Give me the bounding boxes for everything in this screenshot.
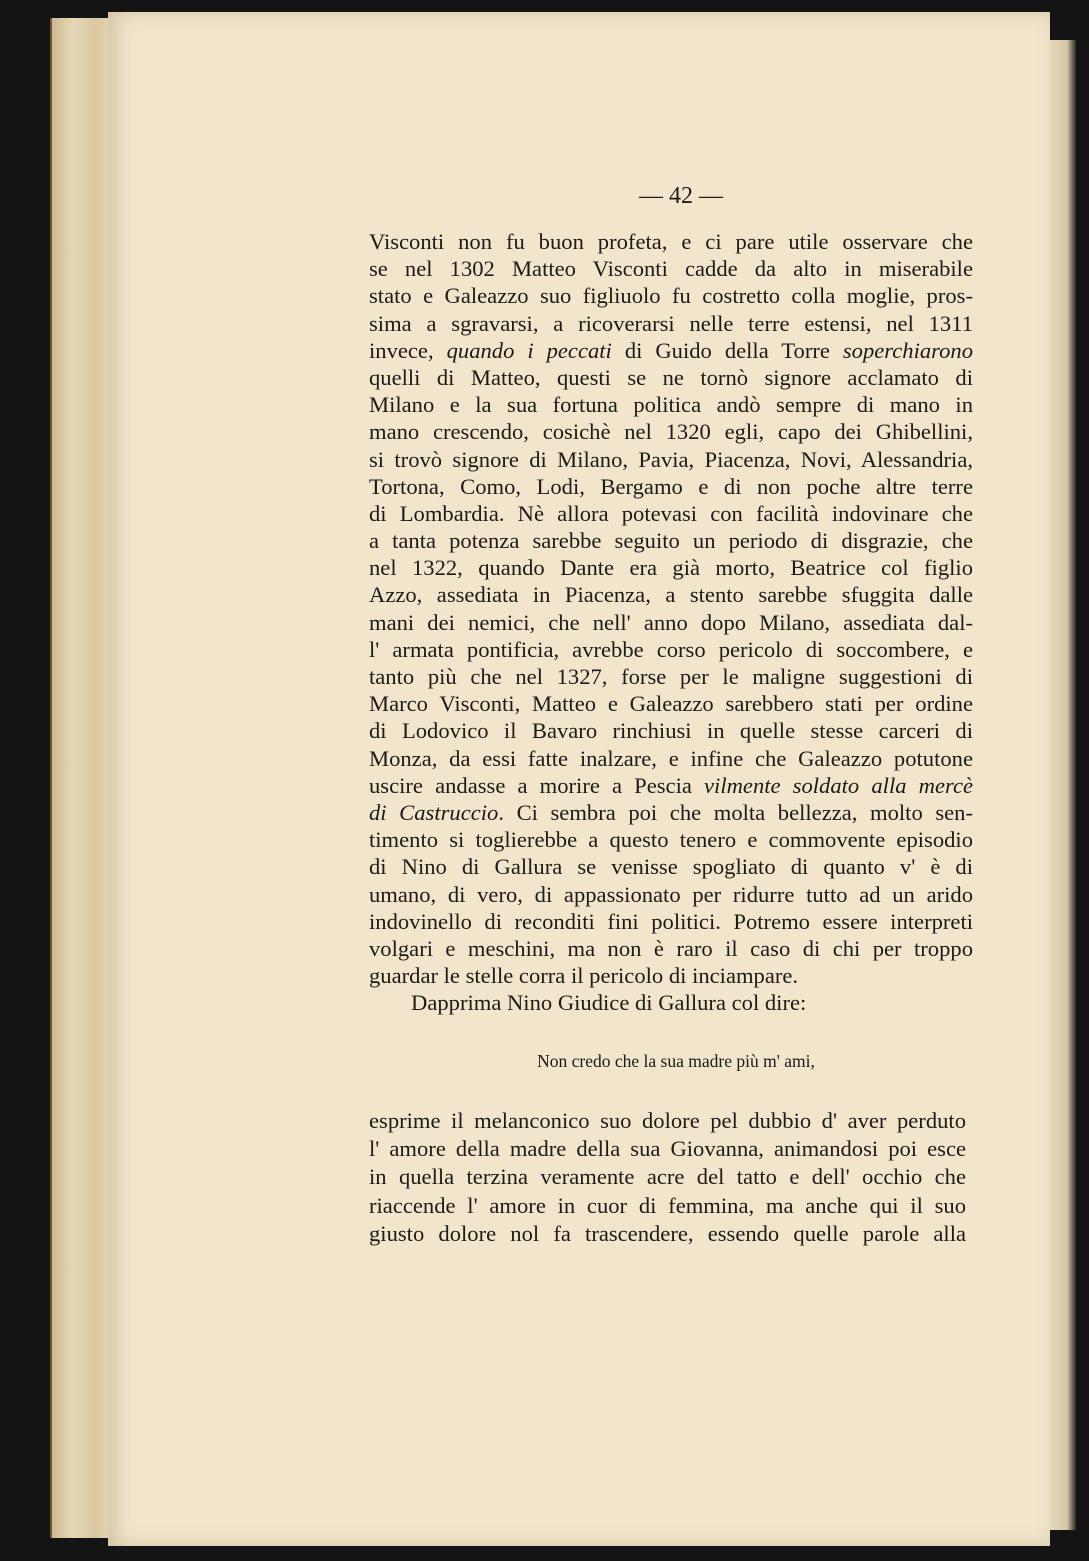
italic-quote: quando i peccati — [446, 337, 612, 363]
verse-quote: Non credo che la sua madre più m' ami, — [537, 1051, 815, 1071]
text-segment: . Ci sembra poi che molta bellezza, molto sen- — [498, 799, 973, 825]
text-line: Tortona, Como, Lodi, Bergamo e di non poche altre terre — [369, 473, 973, 499]
text-line: giusto dolore nol fa trascendere, essendo quelle parole alla — [369, 1220, 966, 1246]
text-line: nel 1322, quando Dante era già morto, Beatrice col figlio — [369, 555, 973, 581]
text-line: indovinello di reconditi fini politici. Potremo essere interpreti — [369, 908, 973, 934]
text-line: in quella terzina veramente acre del tatto e dell' occhio che — [369, 1164, 966, 1190]
text-segment: uscire andasse a morire a Pescia — [369, 772, 705, 798]
text-segment: invece, — [369, 337, 447, 363]
italic-quote: vilmente soldato alla mercè — [704, 772, 974, 798]
text-line: si trovò signore di Milano, Pavia, Piacenza, Novi, Alessandria, — [369, 446, 973, 472]
text-line: esprime il melanconico suo dolore pel dubbio d' aver perduto — [369, 1108, 966, 1133]
text-line: umano, di vero, di appassionato per ridurre tutto ad un arido — [369, 881, 973, 907]
text-line: di Lombardia. Nè allora potevasi con facilità indovinare che — [369, 500, 973, 526]
text-line: mano crescendo, cosichè nel 1320 egli, capo dei Ghibellini, — [369, 419, 973, 445]
text-line: Marco Visconti, Matteo e Galeazzo sarebbero stati per ordine — [369, 691, 973, 717]
main-text-block — [369, 228, 973, 1016]
text-line — [369, 799, 973, 826]
text-line: Visconti non fu buon profeta, e ci pare utile osservare che — [369, 229, 973, 254]
text-line: stato e Galeazzo suo figliuolo fu costretto colla moglie, pros- — [369, 283, 973, 309]
text-line — [369, 337, 973, 364]
text-line: sima a sgravarsi, a ricoverarsi nelle terre estensi, nel 1311 — [369, 310, 973, 336]
text-line: l' armata pontificia, avrebbe corso pericolo di soccombere, e — [369, 636, 973, 662]
text-line: se nel 1302 Matteo Visconti cadde da alto in miserabile — [369, 256, 973, 282]
text-line: l' amore della madre della sua Giovanna, animandosi poi esce — [369, 1136, 966, 1162]
text-line: mani dei nemici, che nell' anno dopo Milano, assediata dal- — [369, 609, 973, 635]
text-line: guardar le stelle corra il pericolo di inciampare. — [369, 963, 799, 989]
continuation-text-block — [369, 1107, 966, 1248]
italic-quote: di Castruccio — [369, 799, 499, 825]
text-line: Azzo, assediata in Piacenza, a stento sarebbe sfuggita dalle — [369, 582, 973, 608]
text-segment: di Guido della Torre — [611, 337, 843, 363]
text-line: Dapprima Nino Giudice di Gallura col dire: — [411, 990, 807, 1016]
text-line: riaccende l' amore in cuor di femmina, ma anche qui il suo — [369, 1192, 966, 1218]
text-line: Monza, da essi fatte inalzare, e infine che Galeazzo potutone — [369, 745, 973, 771]
text-line: a tanta potenza sarebbe seguito un periodo di disgrazie, che — [369, 528, 973, 554]
page-number: — 42 — — [639, 183, 723, 209]
text-line: tanto più che nel 1327, forse per le maligne suggestioni di — [369, 664, 973, 689]
italic-quote: soperchiarono — [842, 337, 973, 363]
page-stack-right-edge — [1046, 40, 1076, 1530]
text-line: Milano e la sua fortuna politica andò sempre di mano in — [369, 392, 973, 418]
text-line: volgari e meschini, ma non è raro il caso di chi per troppo — [369, 935, 973, 961]
text-line — [369, 772, 973, 799]
text-line: di Lodovico il Bavaro rinchiusi in quelle stesse carceri di — [369, 718, 973, 744]
text-line: di Nino di Gallura se venisse spogliato di quanto v' è di — [369, 854, 973, 880]
text-line: quelli di Matteo, questi se ne tornò signore acclamato di — [369, 364, 973, 390]
text-line: timento si toglierebbe a questo tenero e commovente episodio — [369, 827, 973, 853]
